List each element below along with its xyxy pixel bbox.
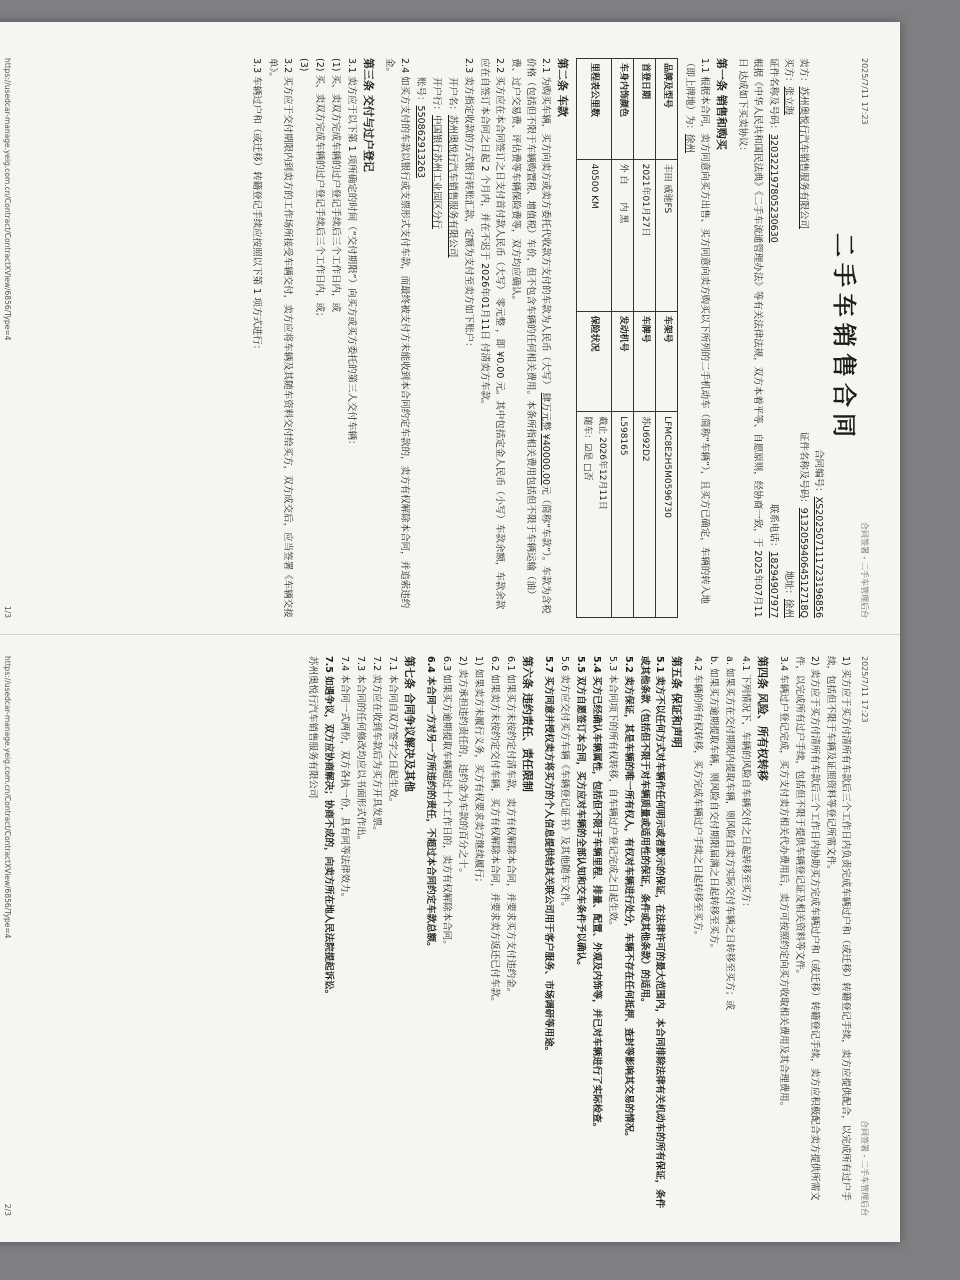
- clause-7-4: 7.4 本合同一式两份，双方各执一份，具有同等法律效力。: [339, 656, 350, 903]
- clause-7-2: 7.2 卖方应在收到车款后为买方开具发票。: [371, 656, 382, 836]
- buyer-phone: 18294907977: [768, 551, 779, 618]
- clause-2-1: 2.1 为购买车辆，买方向卖方或卖方委托代收款方支付的车款为人民币（大写） 肆万元整 ¥40000.00元（简称“车款”）。车款为含税价格（包括但不限于车辆购置税、增值税）车价，但不包含车辆的任何相关费用。本条所指相关费用包括但不限于车辆运输（油）费、过户交易费、评估费等车辆保险费等，双方均应确认。: [510, 58, 551, 614]
- section-3-title: 第三条 交付与过户登记: [362, 58, 375, 172]
- clause-3-1-a: (1) 买、卖双方完成车辆的过户登记手续后三个工作日内，或: [330, 58, 341, 312]
- page-number: 1/3: [3, 605, 12, 618]
- clause-3-1-b: (2) 买、卖双方完成车辆的过户登记手续后三个工作日内，或；: [314, 58, 325, 322]
- buyer-name: 张立海: [783, 86, 794, 116]
- contract-sheet: [0, 22, 900, 1242]
- clause-6-4: 6.4 本合同一方对另一方所违约的责任，不超过本合同约定车款总额。: [425, 656, 436, 952]
- clause-2-2: 2.2 买方应在本合同签订之日支付首付款人民币（大写） 零元整 ，即 ¥0.00 元。其中包括定金人民币（小写）车款余额，车款余款应在自签订本合同之日起 2 个月内，并在不迟于 2026年01月11日 付清卖方车款。: [479, 58, 505, 610]
- clause-4-1-b: b. 如果买方逾期提取车辆，则风险自交付期限届满之日起转移至买方。: [708, 656, 719, 954]
- clause-7-3: 7.3 本合同的任何修改均应以书面形式作出。: [355, 656, 366, 846]
- clause-7-1: 7.1 本合同自双方签字之日起生效。: [387, 656, 398, 808]
- seller-name: 苏州奥悦行汽车销售服务有限公司: [798, 86, 809, 230]
- clause-3-4-2: 2) 卖方应于买方付清所有车款后三个工作日内协助买方完成车辆过户和（或迁移）转籍登记手续，卖方应积极配合卖方提供所需文件，以完成所有过户手续，包括但不限于提供车辆登记证及相关资料等文件。: [794, 656, 820, 1201]
- buyer-address: 徐州: [783, 598, 794, 618]
- clause-5-7: 5.7 买方同意并授权卖方将买方的个人信息提供给其关联公司用于客户服务、市场调研等用途。: [543, 656, 554, 1057]
- clause-6-2: 6.2 如果卖方未按约定交付车辆，买方有权解除本合同，并要求卖方返还已付车款。: [489, 656, 500, 1007]
- page-number-2: 2/3: [3, 1203, 12, 1216]
- clause-1-1: 1.1 根据本合同，卖方同意向买方出售、买方同意向卖方购买以下所列的二手机动车（简称“车辆”），且买方已确定，车辆的转入地（即上牌地）为：徐州: [684, 58, 710, 604]
- section-4-title: 第四条 风险、所有权转移: [756, 656, 769, 781]
- clause-5-5: 5.5 双方自愿签订本合同，买方应对车辆的全部认知和交车条件予以确认。: [575, 656, 586, 971]
- footer-url: https://usedcar-manage.yeig.com.cn/Contract/ContractXView/6856/Type=4: [3, 58, 12, 341]
- clause-3-4: 3.4 车辆过户登记完成，买方支付卖方相关代办费用后，卖方可按照约定向买方收取相关费用及其合理费用。: [778, 656, 789, 1112]
- document-title: 二手车销售合同: [830, 233, 858, 443]
- clause-3-1: 3.1 卖方应于以下第 1 项所确定的时间（“交付期限”）向买方或买方委托的第三人交付车辆：: [346, 58, 357, 450]
- account-number: 账号：550862913263: [415, 77, 426, 179]
- account-name: 开户名：苏州奥悦行汽车销售服务有限公司: [447, 77, 458, 258]
- section-6-title: 第六条 违约责任、责任限制: [521, 656, 534, 792]
- clause-5-4: 5.4 买方已经确认车辆属性，包括但不限于车辆里程、排量、配置、外观及内饰等，并已对车辆进行了实际检查。: [591, 656, 602, 1133]
- intro-text: 根据《中华人民共和国民法典》《二手车流通管理办法》等有关法律法规，双方本着平等、自愿原则，经协商一致，于 2025年07月11日 达成如下买卖协议：: [737, 58, 763, 618]
- section-7-title: 第七条 合同争议解决及其他: [403, 656, 416, 792]
- vehicle-table: 品牌及型号 丰田 威驰FS 车架号 LFMC8E2H5M0596730 首登日期 2021年01月27日 车牌号 苏U692D2 车身内饰颜色 外 白 内 黑 发动机号 L598165 里程表公里数 40500 KM 保险状况 截止 2026年12月11日 随车：☑是 □否: [576, 58, 678, 618]
- clause-4-1-a: a. 如果买方在交付期限内提取车辆，则风险自卖方实际交付车辆之日转移至买方；或: [724, 656, 735, 1010]
- clause-5-3: 5.3 本合同项下的所有权转移，自车辆过户登记完成之日起生效。: [607, 656, 618, 931]
- section-1-title: 第一条 销售和购买: [715, 58, 728, 150]
- page-1-footer: [0, 58, 15, 618]
- section-5-title: 第五条 保证和声明: [670, 656, 683, 748]
- clause-5-2: 5.2 卖方保证，其是车辆的唯一所有权人，有权对车辆进行处分，车辆不存在任何抵押、查封等影响其交易的情况。: [623, 656, 634, 1142]
- seller-signature: 苏州奥悦行汽车销售服务有限公司: [307, 656, 318, 799]
- clause-5-6: 5.6 卖方应交付买方车辆《车辆登记证书》及其他随车文件。: [559, 656, 570, 912]
- clause-6-1: 6.1 如果买方未按约定付清车款，卖方有权解除本合同，并要求买方支付违约金。: [505, 656, 516, 998]
- page-header-2: 2025/7/11 17:23 合同签署 - 二手车管理后台: [860, 656, 869, 1216]
- buyer-id: 320322197805230630: [768, 134, 779, 243]
- clause-3-2: 3.2 买方应于交付期限内到卖方的工作场所接受车辆交付，卖方应将车辆及其随车资料交付给买方，双方成交后，应当签署《车辆交接单》。: [267, 58, 293, 618]
- seller-code: 91320594064512718Q: [798, 507, 809, 618]
- header-label: 合同签署 - 二手车管理后台: [860, 522, 869, 618]
- clause-4-1: 4.1 下列情况下，车辆的风险自车辆交付之日起转移至买方：: [740, 656, 751, 912]
- clause-2-3: 2.3 卖方指定收款的方式银行转账汇款，定额为支付至卖方如下账户：: [463, 58, 474, 352]
- page-2-footer: https://usedcar-manage.yeig.com.cn/Contract/ContractXView/6856/Type=4 2/3: [0, 656, 15, 1216]
- clause-6-2-1: 1) 如果卖方未履行义务，买方有权要求卖方继续履行；: [473, 656, 484, 888]
- seller-row: 卖方：苏州奥悦行汽车销售服务有限公司 证件名称及号码：91320594064512718Q: [798, 58, 809, 618]
- page-header: [857, 58, 872, 618]
- clause-3-4-1: 1) 买方应于买方付清所有车款后三个工作日内负责完成车辆过户和（或迁移）转籍登记手续，卖方应提供配合，以完成所有过户手续，包括但不限于车辆及证照资料等登记所需文件。: [825, 656, 851, 1201]
- print-date: 2025/7/11 17:23: [860, 58, 869, 125]
- page-divider: [0, 634, 900, 635]
- clause-6-2-2: 2) 卖方承担违约责任的，违约金为车款的百分之十。: [457, 656, 468, 878]
- section-2-title: 第二条 车款: [556, 58, 569, 117]
- clause-6-3: 6.3 如果买方逾期提取车辆超过十个工作日的，卖方有权解除本合同。: [441, 656, 452, 950]
- clause-3-1-c: (3): [298, 58, 309, 72]
- clause-7-5: 7.5 如遇争议，双方应协商解决；协商不成的，向卖方所在地人民法院提起诉讼。: [323, 656, 334, 1000]
- clause-4-2: 4.2 车辆的所有权转移，买方完成车辆过户手续之日起转移至买方。: [692, 656, 703, 941]
- clause-2-4: 2.4 如买方支付的车款以银行或支票形式支付车款，而最终被支付方未能收到本合同约定车款的，卖方有权解除本合同，并追索违约金。: [384, 58, 410, 609]
- page-2: [0, 656, 872, 1216]
- buyer-id-row: 证件名称及号码：320322197805230630 联系电话：18294907977: [768, 58, 779, 618]
- buyer-row: 买方：张立海 地址：徐州: [783, 58, 794, 618]
- page-1: [0, 58, 872, 618]
- contract-number: 合同编号：XS202507111723196856: [813, 449, 824, 618]
- clause-5-1: 5.1 卖方不以任何方式对车辆作任何明示或者默示的保证，在法律许可的最大范围内，本合同排除法律有关机动车的所有保证，条件或其他条款（包括但不限于对车辆质量或适用性的保证，条件或其他条款）的适用。: [639, 656, 665, 1209]
- clause-3-3: 3.3 车辆过户和（或迁移）转籍登记手续应按照以下第 1 项方式进行：: [251, 58, 262, 355]
- bank-name: 开户行：中国银行苏州工业园区分行: [431, 77, 442, 230]
